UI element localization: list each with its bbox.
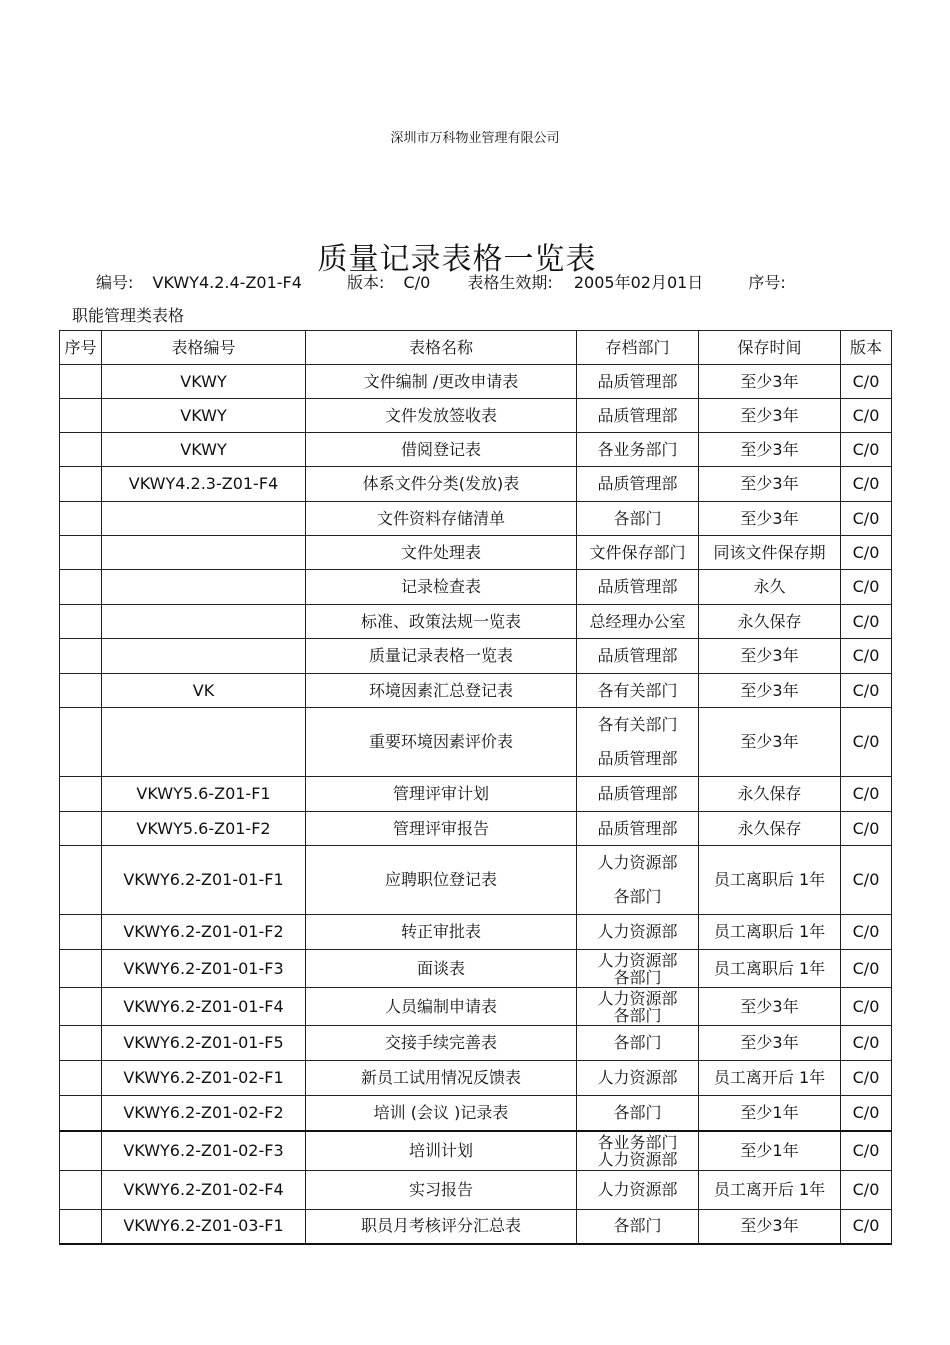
cell-dept: [577, 674, 699, 708]
cell-seq: [60, 1131, 102, 1171]
cell-seq: [60, 1171, 102, 1210]
table-row: [60, 846, 892, 915]
dept-line: 各部门: [613, 1102, 662, 1122]
cell-dept: [577, 1096, 699, 1131]
cell-name: 管理评审计划: [306, 777, 577, 812]
cell-name: 培训计划: [306, 1131, 577, 1171]
cell-name: 文件处理表: [306, 536, 577, 570]
page-title: 质量记录表格一览表: [317, 242, 597, 278]
cell-keep: 员工离开后 1年: [699, 1171, 841, 1210]
header-seq: 序号: [60, 331, 102, 365]
cell-keep: 至少3年: [699, 399, 841, 433]
dept-line: 人力资源部: [597, 950, 678, 970]
cell-dept: [577, 467, 699, 502]
cell-version: C/0: [841, 708, 892, 777]
cell-seq: [60, 915, 102, 950]
cell-name: 面谈表: [306, 950, 577, 988]
cell-name: 体系文件分类(发放)表: [306, 467, 577, 502]
cell-version: C/0: [841, 1210, 892, 1244]
cell-name: 转正审批表: [306, 915, 577, 950]
header-code: 表格编号: [102, 331, 306, 365]
cell-keep: 永久保存: [699, 777, 841, 812]
cell-keep: 至少3年: [699, 365, 841, 399]
cell-keep: 至少3年: [699, 708, 841, 777]
cell-code: VKWY6.2-Z01-02-F4: [102, 1171, 306, 1210]
cell-seq: [60, 399, 102, 433]
cell-dept: [577, 365, 699, 399]
number-value: VKWY4.2.4-Z01-F4: [152, 273, 302, 292]
cell-code: VKWY6.2-Z01-01-F3: [102, 950, 306, 988]
cell-keep: 至少3年: [699, 639, 841, 674]
cell-seq: [60, 536, 102, 570]
cell-dept: [577, 639, 699, 674]
version-label: 版本:: [347, 273, 385, 292]
dept-line: 品质管理部: [597, 818, 678, 838]
cell-name: 文件编制 /更改申请表: [306, 365, 577, 399]
cell-seq: [60, 674, 102, 708]
cell-version: C/0: [841, 605, 892, 639]
cell-seq: [60, 1210, 102, 1244]
table-row: [60, 570, 892, 605]
cell-seq: [60, 502, 102, 536]
table-header-row: [60, 331, 892, 365]
dept-line: 各业务部门: [597, 439, 678, 459]
cell-keep: 至少3年: [699, 467, 841, 502]
header-name: 表格名称: [306, 331, 577, 365]
dept-line: 人力资源部: [597, 922, 678, 941]
dept-line: 各部门: [613, 1005, 662, 1025]
cell-keep: 员工离职后 1年: [699, 950, 841, 988]
table-row: [60, 502, 892, 536]
cell-name: 借阅登记表: [306, 433, 577, 467]
cell-name: 重要环境因素评价表: [306, 708, 577, 777]
dept-line: 人力资源部: [597, 1149, 678, 1169]
number-label: 编号:: [96, 273, 134, 292]
cell-name: 环境因素汇总登记表: [306, 674, 577, 708]
table-row: [60, 674, 892, 708]
cell-seq: [60, 777, 102, 812]
cell-seq: [60, 570, 102, 605]
cell-name: 管理评审报告: [306, 812, 577, 846]
cell-name: 交接手续完善表: [306, 1026, 577, 1061]
cell-keep: 员工离职后 1年: [699, 915, 841, 950]
cell-code: VKWY6.2-Z01-03-F1: [102, 1210, 306, 1244]
cell-name: 培训 (会议 )记录表: [306, 1096, 577, 1131]
cell-dept: [577, 399, 699, 433]
dept-line: 品质管理部: [597, 646, 678, 665]
header-dept: 存档部门: [577, 331, 699, 365]
cell-seq: [60, 708, 102, 777]
cell-version: C/0: [841, 502, 892, 536]
dept-line: 人力资源部: [597, 853, 678, 872]
cell-dept: [577, 1131, 699, 1171]
table-row: [60, 1210, 892, 1244]
cell-seq: [60, 846, 102, 915]
cell-code: VK: [102, 674, 306, 708]
cell-version: C/0: [841, 777, 892, 812]
cell-dept: [577, 1210, 699, 1244]
table-row: [60, 433, 892, 467]
cell-name: 文件发放签收表: [306, 399, 577, 433]
cell-version: C/0: [841, 399, 892, 433]
category-label: 职能管理类表格: [72, 306, 185, 325]
dept-line: 品质管理部: [597, 474, 678, 493]
cell-seq: [60, 1061, 102, 1096]
cell-keep: 至少3年: [699, 502, 841, 536]
dept-line: 各有关部门: [597, 715, 678, 734]
cell-seq: [60, 988, 102, 1026]
table-row: [60, 777, 892, 812]
cell-code: VKWY: [102, 399, 306, 433]
table-row: [60, 605, 892, 639]
header-version: 版本: [841, 331, 892, 365]
cell-code: VKWY6.2-Z01-01-F1: [102, 846, 306, 915]
cell-dept: [577, 605, 699, 639]
dept-line: 品质管理部: [597, 577, 678, 596]
cell-code: VKWY6.2-Z01-01-F5: [102, 1026, 306, 1061]
table-row: [60, 812, 892, 846]
cell-keep: 同该文件保存期: [699, 536, 841, 570]
cell-seq: [60, 433, 102, 467]
cell-dept: [577, 433, 699, 467]
cell-dept: [577, 915, 699, 950]
cell-code: VKWY6.2-Z01-01-F2: [102, 915, 306, 950]
cell-keep: 员工离开后 1年: [699, 1061, 841, 1096]
version-value: C/0: [403, 273, 431, 292]
table-row: [60, 1131, 892, 1171]
cell-dept: [577, 536, 699, 570]
dept-line: 人力资源部: [597, 988, 678, 1008]
table-row: [60, 950, 892, 988]
cell-keep: 永久: [699, 570, 841, 605]
cell-code: [102, 708, 306, 777]
table-row: [60, 536, 892, 570]
dept-line: 总经理办公室: [589, 611, 686, 631]
header-keep: 保存时间: [699, 331, 841, 365]
cell-name: 人员编制申请表: [306, 988, 577, 1026]
cell-seq: [60, 467, 102, 502]
cell-version: C/0: [841, 639, 892, 674]
cell-version: C/0: [841, 433, 892, 467]
cell-code: VKWY5.6-Z01-F2: [102, 812, 306, 846]
cell-code: [102, 605, 306, 639]
cell-seq: [60, 1096, 102, 1131]
dept-line: 各部门: [613, 508, 662, 528]
cell-version: C/0: [841, 365, 892, 399]
cell-version: C/0: [841, 570, 892, 605]
cell-keep: 永久保存: [699, 812, 841, 846]
cell-code: VKWY5.6-Z01-F1: [102, 777, 306, 812]
cell-dept: [577, 846, 699, 915]
dept-line: 文件保存部门: [589, 542, 686, 562]
document-meta: [96, 270, 786, 293]
cell-dept: [577, 708, 699, 777]
cell-code: VKWY: [102, 433, 306, 467]
cell-seq: [60, 365, 102, 399]
table-row: [60, 1171, 892, 1210]
cell-version: C/0: [841, 812, 892, 846]
cell-version: C/0: [841, 467, 892, 502]
cell-dept: [577, 812, 699, 846]
cell-name: 记录检查表: [306, 570, 577, 605]
dept-line: 各部门: [613, 1216, 662, 1236]
dept-line: 各业务部门: [597, 1132, 678, 1152]
dept-line: 各部门: [613, 1033, 662, 1052]
cell-seq: [60, 950, 102, 988]
cell-version: C/0: [841, 1171, 892, 1210]
cell-keep: 至少1年: [699, 1131, 841, 1171]
cell-keep: 至少3年: [699, 988, 841, 1026]
cell-dept: [577, 988, 699, 1026]
dept-line: 各有关部门: [597, 680, 678, 700]
table-row: [60, 467, 892, 502]
cell-version: C/0: [841, 950, 892, 988]
cell-dept: [577, 777, 699, 812]
company-name: 深圳市万科物业管理有限公司: [390, 131, 560, 146]
seq-label: 序号:: [748, 273, 786, 292]
cell-version: C/0: [841, 674, 892, 708]
table-row: [60, 915, 892, 950]
table-row: [60, 365, 892, 399]
dept-line: 品质管理部: [597, 749, 678, 768]
cell-name: 职员月考核评分汇总表: [306, 1210, 577, 1244]
cell-name: 标准、政策法规一览表: [306, 605, 577, 639]
table-row: [60, 708, 892, 777]
cell-name: 实习报告: [306, 1171, 577, 1210]
table-row: [60, 1096, 892, 1131]
cell-dept: [577, 1171, 699, 1210]
cell-version: C/0: [841, 536, 892, 570]
dept-line: 各部门: [613, 887, 662, 906]
cell-code: [102, 570, 306, 605]
cell-dept: [577, 1061, 699, 1096]
cell-keep: 员工离职后 1年: [699, 846, 841, 915]
cell-name: 新员工试用情况反馈表: [306, 1061, 577, 1096]
effective-label: 表格生效期:: [467, 273, 553, 292]
table-row: [60, 399, 892, 433]
cell-version: C/0: [841, 846, 892, 915]
cell-keep: 至少3年: [699, 1210, 841, 1244]
cell-dept: [577, 502, 699, 536]
dept-line: 品质管理部: [597, 371, 678, 391]
cell-name: 应聘职位登记表: [306, 846, 577, 915]
dept-line: 人力资源部: [597, 1068, 678, 1087]
cell-version: C/0: [841, 988, 892, 1026]
cell-seq: [60, 1026, 102, 1061]
cell-dept: [577, 1026, 699, 1061]
dept-line: 品质管理部: [597, 784, 678, 803]
table-row: [60, 988, 892, 1026]
cell-code: VKWY4.2.3-Z01-F4: [102, 467, 306, 502]
dept-line: 品质管理部: [597, 405, 678, 425]
cell-keep: 至少3年: [699, 674, 841, 708]
cell-code: VKWY6.2-Z01-01-F4: [102, 988, 306, 1026]
cell-code: VKWY6.2-Z01-02-F1: [102, 1061, 306, 1096]
cell-keep: 永久保存: [699, 605, 841, 639]
table-row: [60, 1061, 892, 1096]
dept-line: 人力资源部: [597, 1180, 678, 1199]
cell-version: C/0: [841, 1026, 892, 1061]
effective-value: 2005年02月01日: [573, 273, 704, 292]
cell-code: VKWY6.2-Z01-02-F2: [102, 1096, 306, 1131]
cell-code: [102, 639, 306, 674]
cell-code: [102, 536, 306, 570]
cell-version: C/0: [841, 1096, 892, 1131]
cell-code: [102, 502, 306, 536]
cell-code: VKWY6.2-Z01-02-F3: [102, 1131, 306, 1171]
cell-dept: [577, 570, 699, 605]
cell-seq: [60, 812, 102, 846]
table-row: [60, 1026, 892, 1061]
cell-keep: 至少3年: [699, 1026, 841, 1061]
cell-keep: 至少1年: [699, 1096, 841, 1131]
cell-code: VKWY: [102, 365, 306, 399]
cell-seq: [60, 605, 102, 639]
cell-keep: 至少3年: [699, 433, 841, 467]
cell-seq: [60, 639, 102, 674]
table-row: [60, 639, 892, 674]
cell-version: C/0: [841, 915, 892, 950]
cell-version: C/0: [841, 1131, 892, 1171]
cell-name: 质量记录表格一览表: [306, 639, 577, 674]
cell-name: 文件资料存储清单: [306, 502, 577, 536]
cell-dept: [577, 950, 699, 988]
records-table: [59, 330, 892, 1245]
dept-line: 各部门: [613, 967, 662, 987]
cell-version: C/0: [841, 1061, 892, 1096]
